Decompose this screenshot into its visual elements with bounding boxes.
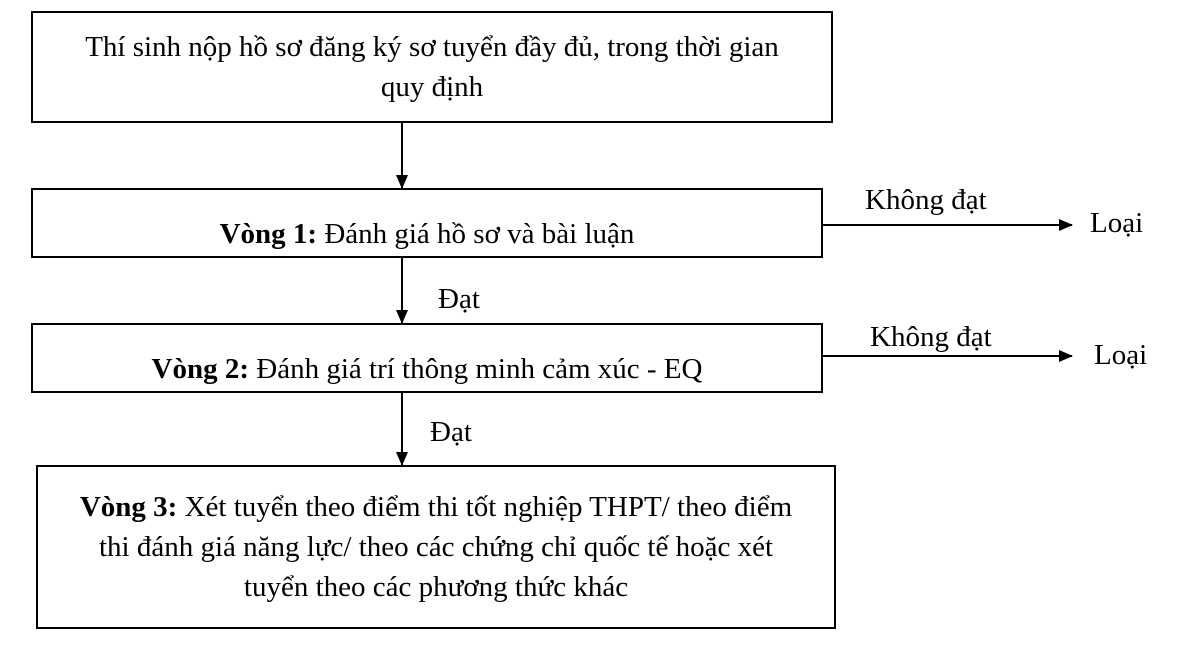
round1-text (220, 214, 635, 254)
reject-label-1: Loại (1090, 207, 1144, 239)
round1-node (31, 188, 823, 258)
round2-description: Đánh giá trí thông minh cảm xúc - EQ (249, 353, 703, 385)
round2-label: Vòng 2: (151, 353, 250, 385)
round3-text (66, 487, 806, 607)
pass-label-2: Đạt (430, 416, 472, 448)
fail-label-2: Không đạt (870, 321, 992, 353)
round3-label: Vòng 3: (79, 491, 178, 523)
start-node (31, 11, 833, 123)
reject-label-2: Loại (1094, 339, 1148, 371)
round1-label: Vòng 1: (219, 218, 318, 250)
round3-node (36, 465, 836, 629)
round2-text (152, 349, 703, 389)
round2-node (31, 323, 823, 393)
start-node-text: Thí sinh nộp hồ sơ đăng ký sơ tuyển đầy đủ, trong thời gian quy định (85, 31, 779, 103)
round1-description: Đánh giá hồ sơ và bài luận (317, 218, 635, 250)
round3-description: Xét tuyển theo điểm thi tốt nghiệp THPT/ theo điểm thi đánh giá năng lực/ theo các chứng chỉ quốc tế hoặc xét tuyển theo các phương thức khác (98, 491, 793, 603)
pass-label-1: Đạt (438, 283, 480, 315)
fail-label-1: Không đạt (865, 184, 987, 216)
